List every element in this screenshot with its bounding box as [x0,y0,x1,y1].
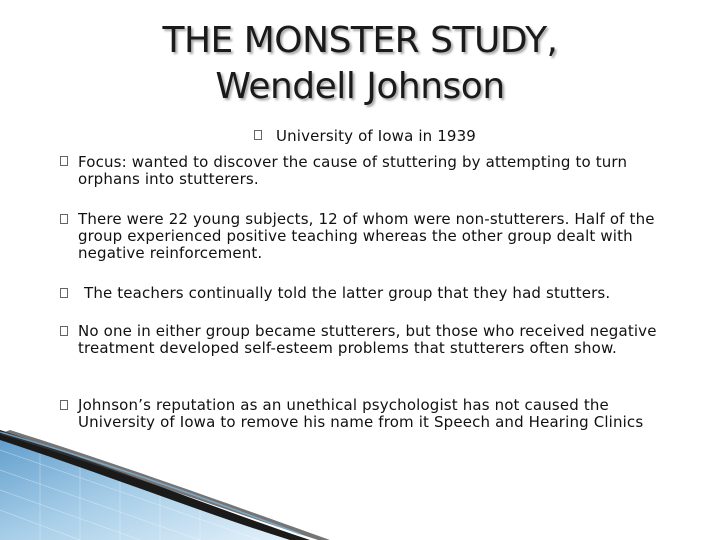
bullet-box-icon [60,156,72,168]
bullet-text-focus: Focus: wanted to discover the cause of stuttering by attempting to turn orphans into stutterers. [78,153,628,188]
title-line-1: THE MONSTER STUDY, [162,20,558,61]
bullet-text-teachers: The teachers continually told the latter group that they had stutters. [84,284,611,302]
bullet-text-reputation: Johnson’s reputation as an unethical psychologist has not caused the University of Iowa to remove his name from it Speech and Hearing Clinics [78,396,644,431]
bullet-box-icon [254,130,266,142]
bullet-box-icon [60,288,72,300]
bullet-text-outcome: No one in either group became stutterers, but those who received negative treatment developed self-esteem problems that stutterers often show. [78,322,657,357]
bullet-box-icon [60,214,72,226]
bullet-box-icon [60,400,72,412]
bullet-text-university: University of Iowa in 1939 [276,127,477,145]
slide-title [0,18,720,110]
corner-swoosh-decoration [0,430,720,540]
bullet-box-icon [60,326,72,338]
title-line-2: Wendell Johnson [215,66,505,107]
bullet-text-subjects: There were 22 young subjects, 12 of whom were non-stutterers. Half of the group experienced positive teaching whereas the other group dealt with negative reinforcement. [78,210,655,262]
